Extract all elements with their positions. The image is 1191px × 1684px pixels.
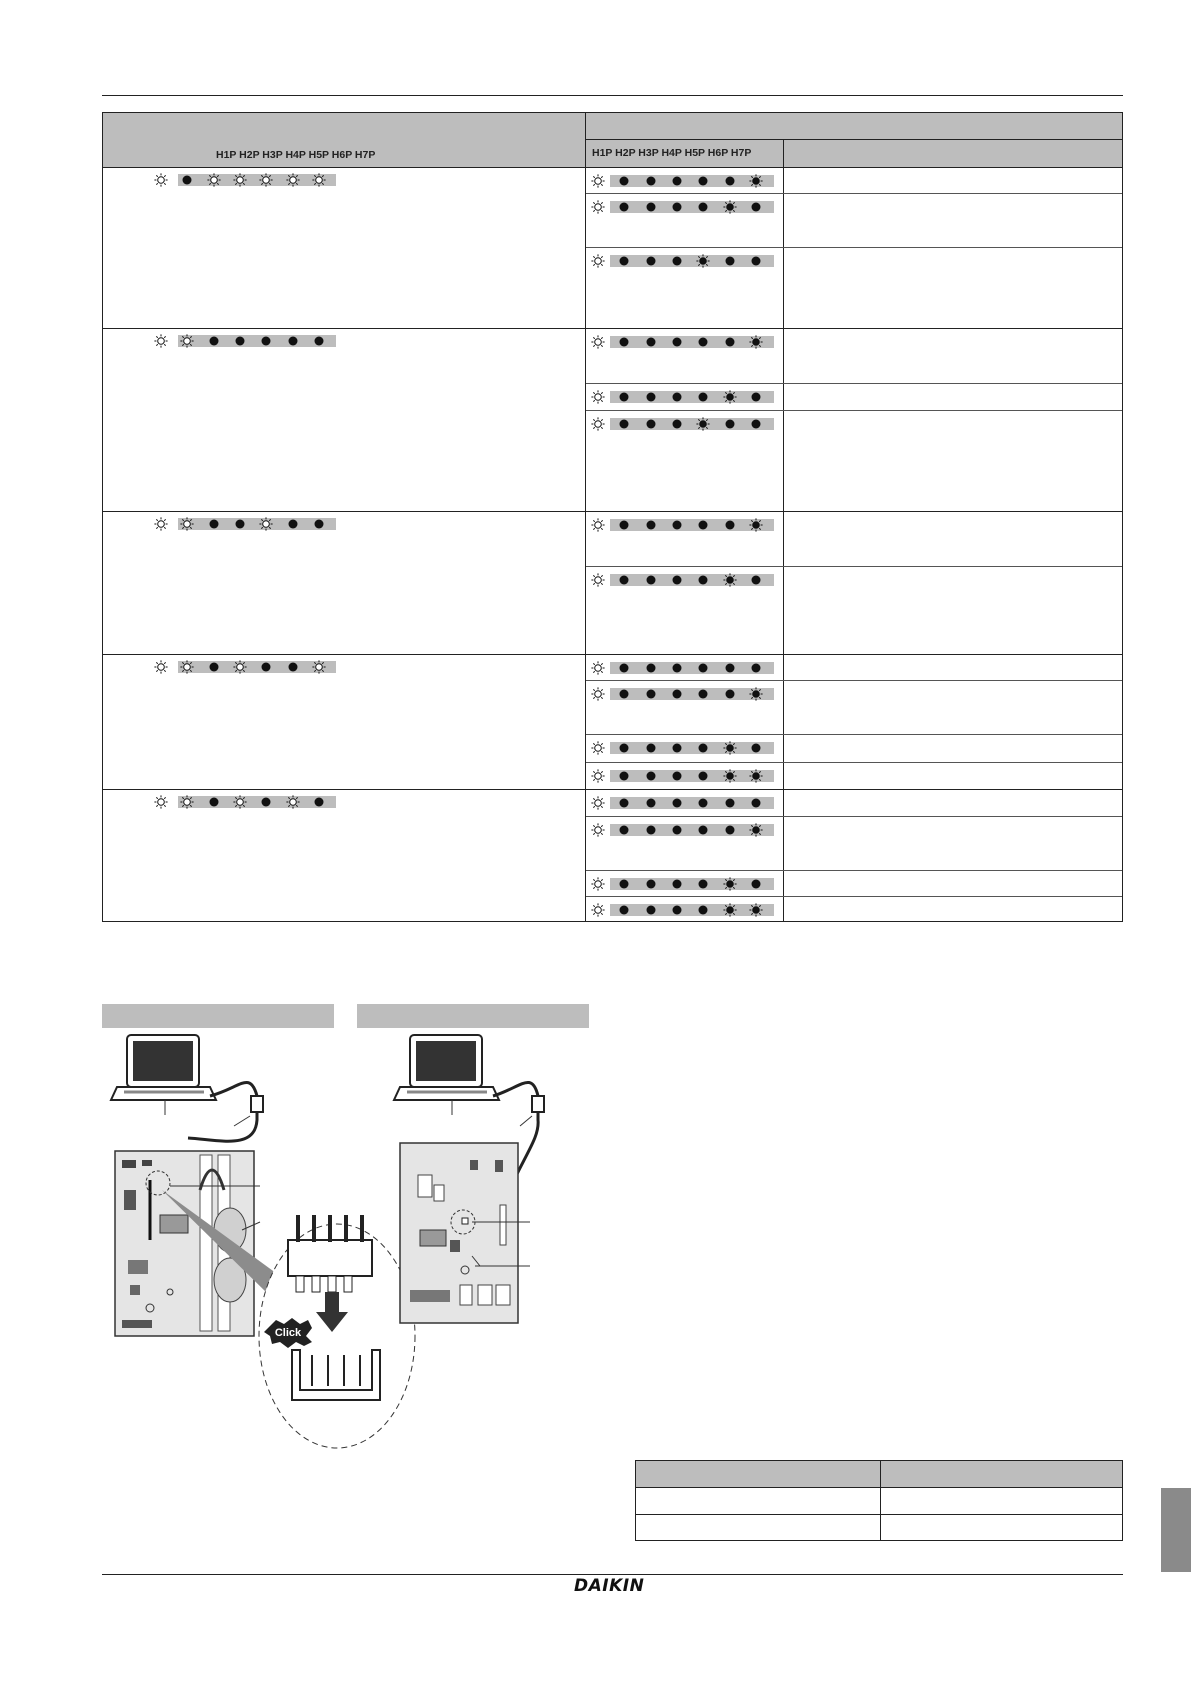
led-on-icon: [644, 174, 658, 188]
led-on-icon: [617, 769, 631, 783]
led-blink-icon: [591, 254, 605, 268]
led-on-icon: [207, 334, 221, 348]
led-on-icon: [233, 334, 247, 348]
led-blink-icon: [591, 796, 605, 810]
daikin-logo: DAIKIN: [574, 1576, 645, 1596]
led-on-icon: [617, 200, 631, 214]
led-on-icon: [617, 877, 631, 891]
led-flash-icon: [749, 518, 763, 532]
led-on-icon: [644, 823, 658, 837]
led-on-icon: [670, 823, 684, 837]
pc-connection-figure: [100, 1030, 620, 1450]
led-on-icon: [617, 661, 631, 675]
small-table-header-left: [636, 1461, 880, 1487]
led-flash-icon: [749, 903, 763, 917]
led-on-icon: [696, 200, 710, 214]
led-on-icon: [723, 687, 737, 701]
callout-line: [520, 1116, 532, 1126]
led-blink-icon: [286, 795, 300, 809]
led-on-icon: [670, 174, 684, 188]
led-on-icon: [696, 741, 710, 755]
led-flash-icon: [723, 769, 737, 783]
led-blink-icon: [312, 173, 326, 187]
row-separator: [586, 410, 1122, 411]
row-separator: [586, 247, 1122, 248]
pcb-right-icon: [400, 1143, 518, 1323]
group-separator: [103, 511, 1122, 512]
led-on-icon: [749, 661, 763, 675]
led-blink-icon: [591, 573, 605, 587]
led-on-icon: [617, 417, 631, 431]
led-on-icon: [617, 335, 631, 349]
led-on-icon: [644, 796, 658, 810]
led-on-icon: [259, 334, 273, 348]
led-on-icon: [670, 390, 684, 404]
led-on-icon: [723, 417, 737, 431]
led-on-icon: [617, 573, 631, 587]
header-divider: [585, 139, 1122, 140]
led-flash-icon: [696, 417, 710, 431]
led-on-icon: [723, 335, 737, 349]
led-on-icon: [644, 877, 658, 891]
led-on-icon: [207, 660, 221, 674]
led-blink-icon: [259, 173, 273, 187]
led-on-icon: [670, 573, 684, 587]
callout-line: [234, 1116, 250, 1126]
led-blink-icon: [591, 903, 605, 917]
led-on-icon: [286, 334, 300, 348]
column-divider-1: [585, 113, 586, 921]
row-separator: [586, 680, 1122, 681]
led-on-icon: [617, 174, 631, 188]
side-chapter-tab: [1161, 1488, 1191, 1572]
column-divider-2: [783, 140, 784, 921]
row-separator: [586, 383, 1122, 384]
led-on-icon: [670, 200, 684, 214]
led-blink-icon: [180, 517, 194, 531]
led-status-table: [102, 112, 1123, 922]
usb-plug-left: [251, 1096, 263, 1112]
led-on-icon: [696, 796, 710, 810]
led-blink-icon: [591, 335, 605, 349]
led-on-icon: [617, 741, 631, 755]
led-on-icon: [670, 903, 684, 917]
right-sub-header-desc-cell: [784, 140, 1122, 167]
led-flash-icon: [723, 903, 737, 917]
led-on-icon: [723, 823, 737, 837]
row-separator: [586, 762, 1122, 763]
led-on-icon: [617, 518, 631, 532]
led-on-icon: [644, 769, 658, 783]
led-blink-icon: [312, 660, 326, 674]
led-on-icon: [312, 334, 326, 348]
led-on-icon: [696, 877, 710, 891]
led-on-icon: [259, 795, 273, 809]
group-separator: [103, 654, 1122, 655]
led-on-icon: [259, 660, 273, 674]
row-separator: [586, 734, 1122, 735]
led-on-icon: [644, 741, 658, 755]
led-on-icon: [312, 795, 326, 809]
led-on-icon: [670, 877, 684, 891]
led-on-icon: [617, 903, 631, 917]
led-on-icon: [696, 769, 710, 783]
led-on-icon: [644, 417, 658, 431]
group-separator: [103, 328, 1122, 329]
led-on-icon: [670, 741, 684, 755]
led-on-icon: [696, 174, 710, 188]
header-bottom-line: [103, 167, 1122, 168]
led-blink-icon: [591, 769, 605, 783]
led-flash-icon: [723, 877, 737, 891]
led-on-icon: [644, 518, 658, 532]
led-on-icon: [696, 573, 710, 587]
led-blink-icon: [180, 334, 194, 348]
led-on-icon: [644, 661, 658, 675]
led-flash-icon: [749, 174, 763, 188]
led-on-icon: [286, 517, 300, 531]
led-blink-icon: [207, 173, 221, 187]
led-flash-icon: [696, 254, 710, 268]
led-on-icon: [670, 335, 684, 349]
led-on-icon: [670, 254, 684, 268]
click-label: Click: [274, 1327, 302, 1339]
led-on-icon: [670, 687, 684, 701]
led-blink-icon: [259, 517, 273, 531]
led-on-icon: [696, 518, 710, 532]
connector-zoom-icon: [259, 1215, 415, 1448]
led-blink-icon: [591, 518, 605, 532]
row-separator: [586, 566, 1122, 567]
led-blink-icon: [591, 661, 605, 675]
led-on-icon: [723, 254, 737, 268]
led-on-icon: [617, 390, 631, 404]
led-on-icon: [617, 254, 631, 268]
led-on-icon: [696, 335, 710, 349]
small-table: [635, 1460, 1123, 1541]
laptop-left-icon: [111, 1035, 216, 1100]
led-on-icon: [644, 335, 658, 349]
led-on-icon: [749, 877, 763, 891]
right-header-led-labels: H1P H2P H3P H4P H5P H6P H7P: [592, 147, 752, 159]
led-blink-icon: [154, 795, 168, 809]
led-blink-icon: [591, 823, 605, 837]
row-separator: [586, 193, 1122, 194]
led-blink-icon: [154, 660, 168, 674]
led-flash-icon: [749, 687, 763, 701]
led-blink-icon: [286, 173, 300, 187]
led-blink-icon: [591, 174, 605, 188]
led-blink-icon: [233, 795, 247, 809]
led-on-icon: [696, 903, 710, 917]
led-blink-icon: [591, 877, 605, 891]
led-on-icon: [644, 200, 658, 214]
led-on-icon: [644, 254, 658, 268]
led-on-icon: [749, 573, 763, 587]
led-on-icon: [696, 390, 710, 404]
small-table-row-line: [636, 1514, 1122, 1515]
led-on-icon: [644, 687, 658, 701]
led-on-icon: [670, 661, 684, 675]
led-on-icon: [286, 660, 300, 674]
figure-caption-right: [357, 1004, 589, 1028]
led-on-icon: [312, 517, 326, 531]
row-separator: [586, 896, 1122, 897]
led-on-icon: [644, 390, 658, 404]
led-on-icon: [670, 769, 684, 783]
led-on-icon: [207, 795, 221, 809]
led-blink-icon: [180, 795, 194, 809]
led-on-icon: [644, 573, 658, 587]
led-blink-icon: [154, 173, 168, 187]
row-separator: [586, 816, 1122, 817]
header-rule: [102, 95, 1123, 96]
led-blink-icon: [591, 200, 605, 214]
led-flash-icon: [723, 741, 737, 755]
row-separator: [586, 870, 1122, 871]
figure-caption-left: [102, 1004, 334, 1028]
led-blink-icon: [591, 687, 605, 701]
led-blink-icon: [591, 390, 605, 404]
led-on-icon: [617, 796, 631, 810]
led-on-icon: [644, 903, 658, 917]
led-on-icon: [723, 518, 737, 532]
right-header-top-cell: [586, 113, 1122, 139]
led-on-icon: [233, 517, 247, 531]
led-on-icon: [749, 417, 763, 431]
led-on-icon: [696, 687, 710, 701]
led-on-icon: [749, 200, 763, 214]
led-on-icon: [749, 254, 763, 268]
led-flash-icon: [749, 823, 763, 837]
led-on-icon: [617, 687, 631, 701]
led-on-icon: [749, 796, 763, 810]
small-table-column-divider: [880, 1461, 881, 1540]
led-blink-icon: [591, 417, 605, 431]
led-on-icon: [723, 796, 737, 810]
led-on-icon: [723, 174, 737, 188]
led-blink-icon: [591, 741, 605, 755]
led-blink-icon: [180, 660, 194, 674]
laptop-right-icon: [394, 1035, 499, 1100]
led-on-icon: [696, 661, 710, 675]
footer-rule: [102, 1574, 1123, 1575]
small-table-header-line: [636, 1487, 1122, 1488]
led-on-icon: [723, 661, 737, 675]
led-on-icon: [670, 518, 684, 532]
led-on-icon: [749, 390, 763, 404]
led-blink-icon: [154, 517, 168, 531]
led-blink-icon: [154, 334, 168, 348]
led-on-icon: [749, 741, 763, 755]
led-flash-icon: [749, 335, 763, 349]
led-on-icon: [617, 823, 631, 837]
led-on-icon: [180, 173, 194, 187]
group-separator: [103, 789, 1122, 790]
led-flash-icon: [723, 573, 737, 587]
led-blink-icon: [233, 660, 247, 674]
led-on-icon: [207, 517, 221, 531]
small-table-header-right: [881, 1461, 1122, 1487]
led-flash-icon: [749, 769, 763, 783]
usb-plug-right: [532, 1096, 544, 1112]
left-header-led-labels: H1P H2P H3P H4P H5P H6P H7P: [216, 149, 376, 161]
led-on-icon: [696, 823, 710, 837]
led-blink-icon: [233, 173, 247, 187]
led-flash-icon: [723, 390, 737, 404]
led-on-icon: [670, 417, 684, 431]
led-flash-icon: [723, 200, 737, 214]
led-on-icon: [670, 796, 684, 810]
